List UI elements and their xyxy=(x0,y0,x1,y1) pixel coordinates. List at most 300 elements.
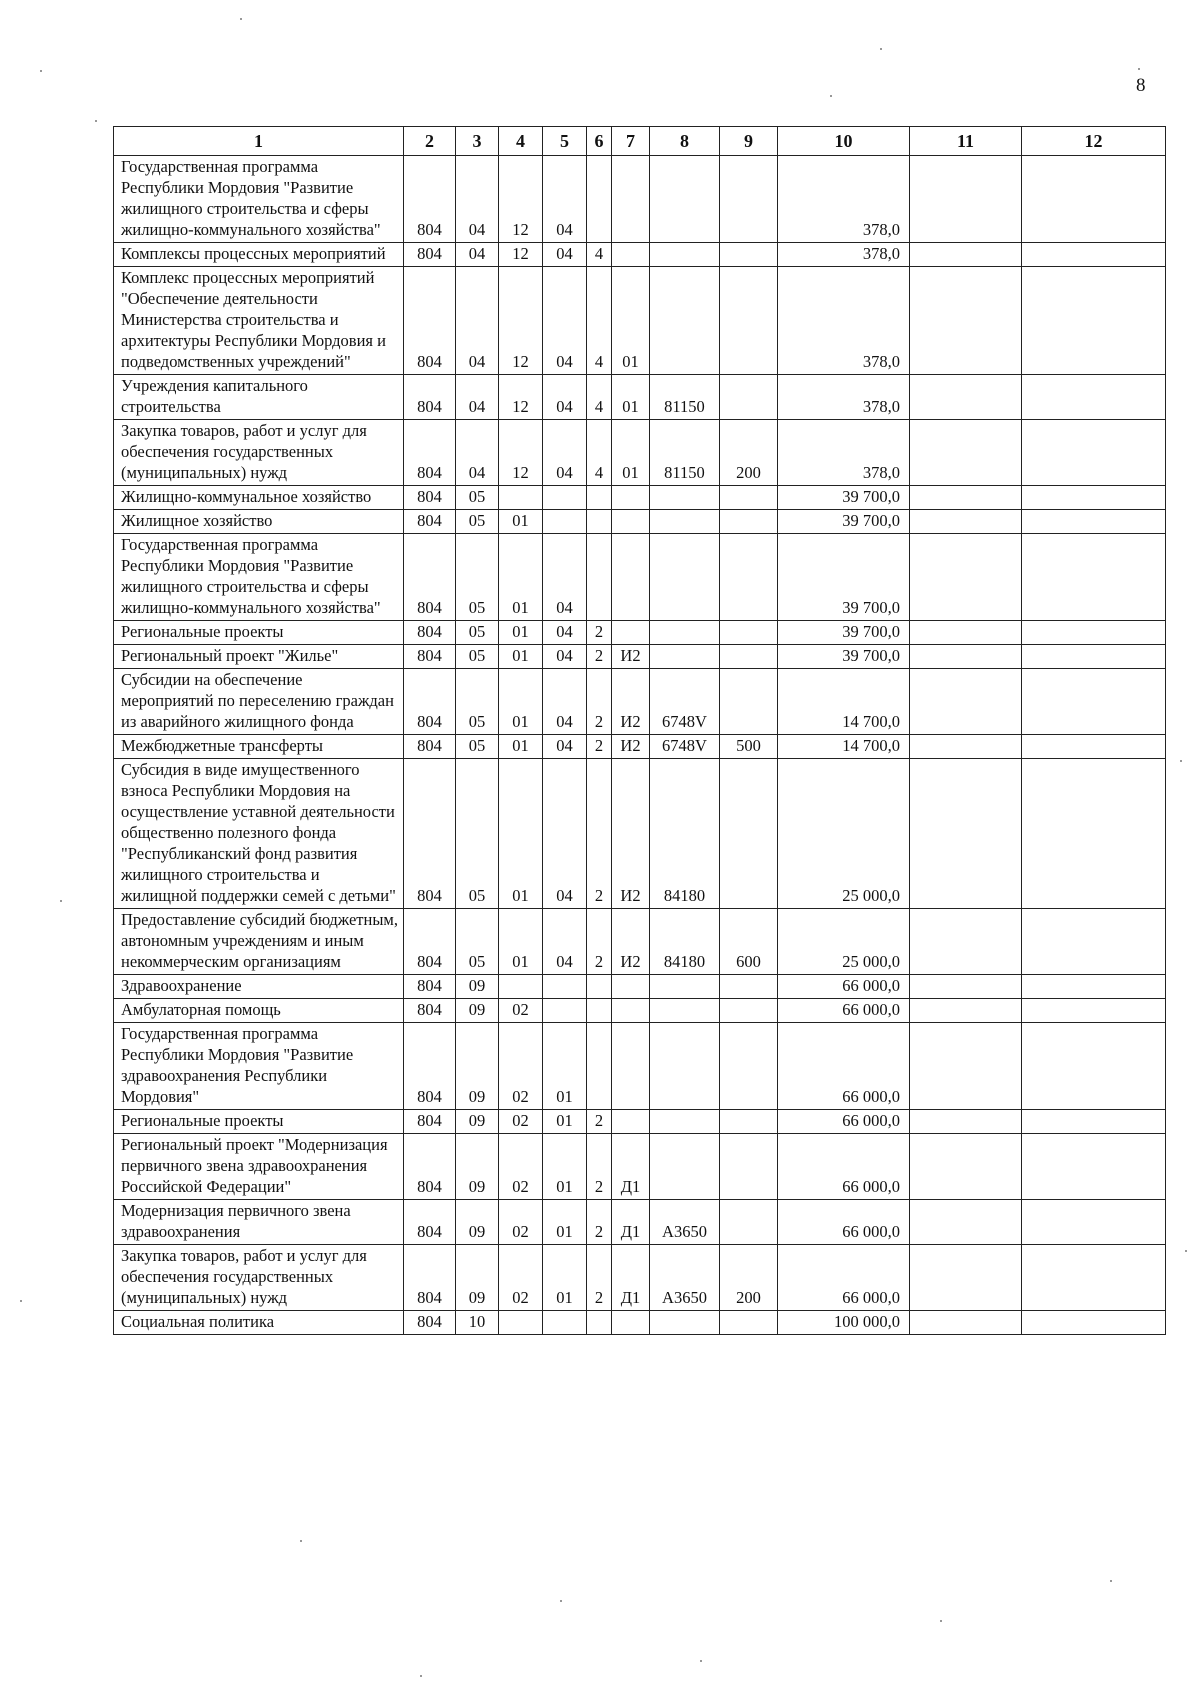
code-cell-c9 xyxy=(720,267,778,375)
code-cell-c8 xyxy=(650,510,720,534)
code-cell-c5: 04 xyxy=(543,534,587,621)
code-cell-c9 xyxy=(720,975,778,999)
code-cell-c5: 04 xyxy=(543,669,587,735)
code-cell-c5 xyxy=(543,975,587,999)
code-cell-c2: 804 xyxy=(404,621,456,645)
row-name-cell: Учреждения капитального строительства xyxy=(114,375,404,420)
empty-cell xyxy=(1022,909,1166,975)
code-cell-c4: 01 xyxy=(499,534,543,621)
table-row xyxy=(114,534,1166,621)
empty-cell xyxy=(910,510,1022,534)
code-cell-c5: 04 xyxy=(543,156,587,243)
empty-cell xyxy=(910,909,1022,975)
empty-cell xyxy=(1022,645,1166,669)
code-cell-c5: 04 xyxy=(543,267,587,375)
code-cell-c2: 804 xyxy=(404,1200,456,1245)
empty-cell xyxy=(1022,669,1166,735)
code-cell-c9 xyxy=(720,645,778,669)
empty-cell xyxy=(1022,621,1166,645)
empty-cell xyxy=(910,645,1022,669)
table-row xyxy=(114,669,1166,735)
column-header-7: 7 xyxy=(612,127,650,156)
empty-cell xyxy=(1022,735,1166,759)
code-cell-c9 xyxy=(720,534,778,621)
amount-cell: 39 700,0 xyxy=(778,645,910,669)
code-cell-c7 xyxy=(612,621,650,645)
empty-cell xyxy=(1022,156,1166,243)
amount-cell: 66 000,0 xyxy=(778,1023,910,1110)
amount-cell: 39 700,0 xyxy=(778,534,910,621)
code-cell-c3: 04 xyxy=(456,243,499,267)
code-cell-c6: 2 xyxy=(587,1245,612,1311)
code-cell-c6: 4 xyxy=(587,420,612,486)
code-cell-c6: 4 xyxy=(587,375,612,420)
code-cell-c9 xyxy=(720,156,778,243)
row-name-cell: Субсидии на обеспечение мероприятий по переселению граждан из аварийного жилищного фонда xyxy=(114,669,404,735)
code-cell-c9 xyxy=(720,999,778,1023)
code-cell-c8: А3650 xyxy=(650,1200,720,1245)
code-cell-c5: 04 xyxy=(543,621,587,645)
code-cell-c3: 04 xyxy=(456,375,499,420)
code-cell-c3: 09 xyxy=(456,1110,499,1134)
header-row xyxy=(114,127,1166,156)
code-cell-c7 xyxy=(612,486,650,510)
table-row xyxy=(114,375,1166,420)
code-cell-c6: 2 xyxy=(587,909,612,975)
code-cell-c3: 05 xyxy=(456,645,499,669)
code-cell-c2: 804 xyxy=(404,267,456,375)
code-cell-c9 xyxy=(720,1311,778,1335)
code-cell-c2: 804 xyxy=(404,420,456,486)
code-cell-c9 xyxy=(720,1023,778,1110)
code-cell-c3: 05 xyxy=(456,486,499,510)
code-cell-c2: 804 xyxy=(404,735,456,759)
table-row xyxy=(114,243,1166,267)
code-cell-c5: 04 xyxy=(543,375,587,420)
table-row xyxy=(114,1023,1166,1110)
empty-cell xyxy=(1022,243,1166,267)
empty-cell xyxy=(1022,486,1166,510)
amount-cell: 66 000,0 xyxy=(778,1110,910,1134)
amount-cell: 66 000,0 xyxy=(778,999,910,1023)
code-cell-c3: 09 xyxy=(456,1134,499,1200)
code-cell-c8: 81150 xyxy=(650,420,720,486)
row-name-cell: Региональный проект "Модернизация первичного звена здравоохранения Российской Федерации" xyxy=(114,1134,404,1200)
code-cell-c6: 2 xyxy=(587,735,612,759)
amount-cell: 66 000,0 xyxy=(778,1200,910,1245)
code-cell-c4 xyxy=(499,1311,543,1335)
code-cell-c3: 09 xyxy=(456,1023,499,1110)
code-cell-c7 xyxy=(612,1311,650,1335)
code-cell-c3: 05 xyxy=(456,621,499,645)
row-name-cell: Жилищное хозяйство xyxy=(114,510,404,534)
column-header-10: 10 xyxy=(778,127,910,156)
code-cell-c7: И2 xyxy=(612,735,650,759)
empty-cell xyxy=(1022,759,1166,909)
empty-cell xyxy=(1022,1311,1166,1335)
empty-cell xyxy=(1022,999,1166,1023)
code-cell-c7 xyxy=(612,1110,650,1134)
amount-cell: 39 700,0 xyxy=(778,621,910,645)
code-cell-c3: 05 xyxy=(456,759,499,909)
code-cell-c5: 01 xyxy=(543,1023,587,1110)
code-cell-c8 xyxy=(650,156,720,243)
code-cell-c8 xyxy=(650,1110,720,1134)
row-name-cell: Государственная программа Республики Мордовия "Развитие здравоохранения Республики Мордовия" xyxy=(114,1023,404,1110)
table-row xyxy=(114,999,1166,1023)
table-row xyxy=(114,909,1166,975)
code-cell-c3: 09 xyxy=(456,975,499,999)
column-header-3: 3 xyxy=(456,127,499,156)
table-row xyxy=(114,267,1166,375)
empty-cell xyxy=(910,1023,1022,1110)
empty-cell xyxy=(910,1200,1022,1245)
row-name-cell: Региональный проект "Жилье" xyxy=(114,645,404,669)
row-name-cell: Комплексы процессных мероприятий xyxy=(114,243,404,267)
code-cell-c6 xyxy=(587,534,612,621)
empty-cell xyxy=(910,1311,1022,1335)
code-cell-c3: 04 xyxy=(456,156,499,243)
row-name-cell: Государственная программа Республики Мордовия "Развитие жилищного строительства и сферы жилищно-коммунального хозяйства" xyxy=(114,156,404,243)
code-cell-c3: 05 xyxy=(456,510,499,534)
row-name-cell: Жилищно-коммунальное хозяйство xyxy=(114,486,404,510)
code-cell-c8 xyxy=(650,1134,720,1200)
code-cell-c4 xyxy=(499,975,543,999)
code-cell-c8 xyxy=(650,1023,720,1110)
table-row xyxy=(114,1134,1166,1200)
empty-cell xyxy=(1022,375,1166,420)
code-cell-c2: 804 xyxy=(404,156,456,243)
code-cell-c9 xyxy=(720,1110,778,1134)
code-cell-c9 xyxy=(720,510,778,534)
code-cell-c8 xyxy=(650,621,720,645)
code-cell-c6: 2 xyxy=(587,759,612,909)
code-cell-c5 xyxy=(543,1311,587,1335)
row-name-cell: Социальная политика xyxy=(114,1311,404,1335)
code-cell-c9 xyxy=(720,621,778,645)
code-cell-c5: 01 xyxy=(543,1110,587,1134)
code-cell-c4: 01 xyxy=(499,735,543,759)
code-cell-c7 xyxy=(612,243,650,267)
row-name-cell: Предоставление субсидий бюджетным, автономным учреждениям и иным некоммерческим организациям xyxy=(114,909,404,975)
code-cell-c2: 804 xyxy=(404,375,456,420)
table-row xyxy=(114,645,1166,669)
code-cell-c9 xyxy=(720,375,778,420)
code-cell-c2: 804 xyxy=(404,669,456,735)
amount-cell: 378,0 xyxy=(778,243,910,267)
code-cell-c6: 2 xyxy=(587,1110,612,1134)
empty-cell xyxy=(910,375,1022,420)
code-cell-c8: 81150 xyxy=(650,375,720,420)
empty-cell xyxy=(910,486,1022,510)
code-cell-c7: И2 xyxy=(612,669,650,735)
code-cell-c7: 01 xyxy=(612,375,650,420)
code-cell-c2: 804 xyxy=(404,999,456,1023)
code-cell-c4: 02 xyxy=(499,1023,543,1110)
empty-cell xyxy=(910,975,1022,999)
code-cell-c5 xyxy=(543,486,587,510)
column-header-9: 9 xyxy=(720,127,778,156)
empty-cell xyxy=(910,1134,1022,1200)
code-cell-c9: 500 xyxy=(720,735,778,759)
code-cell-c4: 12 xyxy=(499,420,543,486)
column-header-1: 1 xyxy=(114,127,404,156)
amount-cell: 378,0 xyxy=(778,156,910,243)
table-row xyxy=(114,486,1166,510)
empty-cell xyxy=(910,267,1022,375)
code-cell-c5 xyxy=(543,999,587,1023)
code-cell-c8 xyxy=(650,243,720,267)
column-header-5: 5 xyxy=(543,127,587,156)
code-cell-c9: 200 xyxy=(720,1245,778,1311)
code-cell-c5: 04 xyxy=(543,420,587,486)
code-cell-c5: 04 xyxy=(543,243,587,267)
amount-cell: 14 700,0 xyxy=(778,669,910,735)
code-cell-c4: 01 xyxy=(499,669,543,735)
column-header-6: 6 xyxy=(587,127,612,156)
table-row xyxy=(114,1245,1166,1311)
code-cell-c2: 804 xyxy=(404,1110,456,1134)
code-cell-c2: 804 xyxy=(404,486,456,510)
table-row xyxy=(114,510,1166,534)
code-cell-c5: 01 xyxy=(543,1200,587,1245)
row-name-cell: Государственная программа Республики Мордовия "Развитие жилищного строительства и сферы жилищно-коммунального хозяйства" xyxy=(114,534,404,621)
row-name-cell: Региональные проекты xyxy=(114,1110,404,1134)
code-cell-c6 xyxy=(587,999,612,1023)
code-cell-c5: 01 xyxy=(543,1245,587,1311)
table-row xyxy=(114,1311,1166,1335)
column-header-8: 8 xyxy=(650,127,720,156)
table-body xyxy=(114,156,1166,1335)
code-cell-c2: 804 xyxy=(404,1311,456,1335)
code-cell-c2: 804 xyxy=(404,909,456,975)
column-header-2: 2 xyxy=(404,127,456,156)
empty-cell xyxy=(1022,975,1166,999)
code-cell-c9: 200 xyxy=(720,420,778,486)
code-cell-c2: 804 xyxy=(404,1134,456,1200)
code-cell-c8 xyxy=(650,1311,720,1335)
row-name-cell: Модернизация первичного звена здравоохранения xyxy=(114,1200,404,1245)
table-header xyxy=(114,127,1166,156)
code-cell-c4: 02 xyxy=(499,1200,543,1245)
table-row xyxy=(114,975,1166,999)
code-cell-c4: 01 xyxy=(499,909,543,975)
code-cell-c4: 12 xyxy=(499,243,543,267)
empty-cell xyxy=(1022,420,1166,486)
code-cell-c6: 2 xyxy=(587,645,612,669)
empty-cell xyxy=(910,156,1022,243)
empty-cell xyxy=(1022,1200,1166,1245)
code-cell-c4: 01 xyxy=(499,621,543,645)
code-cell-c8: 84180 xyxy=(650,759,720,909)
empty-cell xyxy=(910,621,1022,645)
row-name-cell: Межбюджетные трансферты xyxy=(114,735,404,759)
page-number: 8 xyxy=(1136,75,1146,96)
row-name-cell: Амбулаторная помощь xyxy=(114,999,404,1023)
row-name-cell: Закупка товаров, работ и услуг для обеспечения государственных (муниципальных) нужд xyxy=(114,1245,404,1311)
column-header-12: 12 xyxy=(1022,127,1166,156)
code-cell-c9 xyxy=(720,486,778,510)
code-cell-c2: 804 xyxy=(404,534,456,621)
code-cell-c6: 4 xyxy=(587,267,612,375)
code-cell-c7 xyxy=(612,510,650,534)
empty-cell xyxy=(1022,1110,1166,1134)
table-row xyxy=(114,420,1166,486)
code-cell-c4: 01 xyxy=(499,510,543,534)
code-cell-c4: 01 xyxy=(499,645,543,669)
code-cell-c6: 2 xyxy=(587,1200,612,1245)
code-cell-c4: 02 xyxy=(499,1110,543,1134)
code-cell-c7: Д1 xyxy=(612,1134,650,1200)
empty-cell xyxy=(910,1245,1022,1311)
code-cell-c6 xyxy=(587,156,612,243)
empty-cell xyxy=(910,420,1022,486)
code-cell-c6: 4 xyxy=(587,243,612,267)
code-cell-c9 xyxy=(720,759,778,909)
code-cell-c8 xyxy=(650,645,720,669)
code-cell-c6 xyxy=(587,1023,612,1110)
code-cell-c6 xyxy=(587,510,612,534)
code-cell-c8: 6748V xyxy=(650,735,720,759)
code-cell-c7: Д1 xyxy=(612,1245,650,1311)
amount-cell: 39 700,0 xyxy=(778,486,910,510)
code-cell-c5: 04 xyxy=(543,735,587,759)
code-cell-c4: 12 xyxy=(499,267,543,375)
amount-cell: 378,0 xyxy=(778,420,910,486)
empty-cell xyxy=(910,1110,1022,1134)
code-cell-c5: 04 xyxy=(543,909,587,975)
code-cell-c4: 02 xyxy=(499,1134,543,1200)
code-cell-c6: 2 xyxy=(587,1134,612,1200)
code-cell-c7 xyxy=(612,534,650,621)
empty-cell xyxy=(910,243,1022,267)
code-cell-c9: 600 xyxy=(720,909,778,975)
empty-cell xyxy=(1022,534,1166,621)
code-cell-c9 xyxy=(720,669,778,735)
code-cell-c2: 804 xyxy=(404,759,456,909)
code-cell-c6: 2 xyxy=(587,669,612,735)
amount-cell: 66 000,0 xyxy=(778,1134,910,1200)
amount-cell: 378,0 xyxy=(778,267,910,375)
code-cell-c7: И2 xyxy=(612,909,650,975)
code-cell-c4 xyxy=(499,486,543,510)
code-cell-c7 xyxy=(612,999,650,1023)
code-cell-c4: 01 xyxy=(499,759,543,909)
column-header-11: 11 xyxy=(910,127,1022,156)
code-cell-c8 xyxy=(650,999,720,1023)
code-cell-c2: 804 xyxy=(404,243,456,267)
code-cell-c5 xyxy=(543,510,587,534)
code-cell-c3: 09 xyxy=(456,999,499,1023)
amount-cell: 14 700,0 xyxy=(778,735,910,759)
code-cell-c7 xyxy=(612,975,650,999)
empty-cell xyxy=(1022,267,1166,375)
code-cell-c3: 09 xyxy=(456,1245,499,1311)
code-cell-c8 xyxy=(650,975,720,999)
code-cell-c2: 804 xyxy=(404,1245,456,1311)
empty-cell xyxy=(1022,1134,1166,1200)
code-cell-c5: 04 xyxy=(543,759,587,909)
empty-cell xyxy=(1022,1023,1166,1110)
code-cell-c8: 84180 xyxy=(650,909,720,975)
amount-cell: 25 000,0 xyxy=(778,909,910,975)
code-cell-c7: Д1 xyxy=(612,1200,650,1245)
empty-cell xyxy=(910,999,1022,1023)
table-row xyxy=(114,735,1166,759)
code-cell-c3: 04 xyxy=(456,267,499,375)
row-name-cell: Субсидия в виде имущественного взноса Республики Мордовия на осуществление уставной деятельности общественно полезного фонда "Республиканский фонд развития жилищного строительства и жилищной поддержки семей с детьми" xyxy=(114,759,404,909)
amount-cell: 25 000,0 xyxy=(778,759,910,909)
table-row xyxy=(114,621,1166,645)
table-row xyxy=(114,1110,1166,1134)
code-cell-c7: И2 xyxy=(612,759,650,909)
empty-cell xyxy=(910,759,1022,909)
budget-table xyxy=(113,126,1166,1335)
code-cell-c2: 804 xyxy=(404,510,456,534)
code-cell-c7: 01 xyxy=(612,267,650,375)
code-cell-c3: 05 xyxy=(456,534,499,621)
code-cell-c4: 02 xyxy=(499,1245,543,1311)
code-cell-c7: И2 xyxy=(612,645,650,669)
amount-cell: 39 700,0 xyxy=(778,510,910,534)
column-header-4: 4 xyxy=(499,127,543,156)
code-cell-c9 xyxy=(720,1200,778,1245)
code-cell-c4: 12 xyxy=(499,375,543,420)
code-cell-c8 xyxy=(650,534,720,621)
amount-cell: 378,0 xyxy=(778,375,910,420)
empty-cell xyxy=(1022,1245,1166,1311)
code-cell-c8 xyxy=(650,267,720,375)
code-cell-c3: 04 xyxy=(456,420,499,486)
empty-cell xyxy=(910,735,1022,759)
empty-cell xyxy=(910,669,1022,735)
code-cell-c2: 804 xyxy=(404,645,456,669)
code-cell-c3: 09 xyxy=(456,1200,499,1245)
code-cell-c8: А3650 xyxy=(650,1245,720,1311)
code-cell-c2: 804 xyxy=(404,975,456,999)
empty-cell xyxy=(910,534,1022,621)
amount-cell: 100 000,0 xyxy=(778,1311,910,1335)
code-cell-c7: 01 xyxy=(612,420,650,486)
row-name-cell: Здравоохранение xyxy=(114,975,404,999)
table-row xyxy=(114,759,1166,909)
amount-cell: 66 000,0 xyxy=(778,975,910,999)
code-cell-c8 xyxy=(650,486,720,510)
table-row xyxy=(114,156,1166,243)
code-cell-c6 xyxy=(587,1311,612,1335)
code-cell-c9 xyxy=(720,1134,778,1200)
code-cell-c7 xyxy=(612,156,650,243)
code-cell-c3: 05 xyxy=(456,909,499,975)
code-cell-c4: 12 xyxy=(499,156,543,243)
empty-cell xyxy=(1022,510,1166,534)
amount-cell: 66 000,0 xyxy=(778,1245,910,1311)
table-row xyxy=(114,1200,1166,1245)
row-name-cell: Закупка товаров, работ и услуг для обеспечения государственных (муниципальных) нужд xyxy=(114,420,404,486)
code-cell-c5: 01 xyxy=(543,1134,587,1200)
row-name-cell: Комплекс процессных мероприятий "Обеспечение деятельности Министерства строительства и архитектуры Республики Мордовия и подведомственных учреждений" xyxy=(114,267,404,375)
code-cell-c2: 804 xyxy=(404,1023,456,1110)
code-cell-c3: 05 xyxy=(456,735,499,759)
code-cell-c5: 04 xyxy=(543,645,587,669)
code-cell-c8: 6748V xyxy=(650,669,720,735)
code-cell-c3: 05 xyxy=(456,669,499,735)
row-name-cell: Региональные проекты xyxy=(114,621,404,645)
code-cell-c3: 10 xyxy=(456,1311,499,1335)
code-cell-c4: 02 xyxy=(499,999,543,1023)
code-cell-c6 xyxy=(587,486,612,510)
code-cell-c6: 2 xyxy=(587,621,612,645)
